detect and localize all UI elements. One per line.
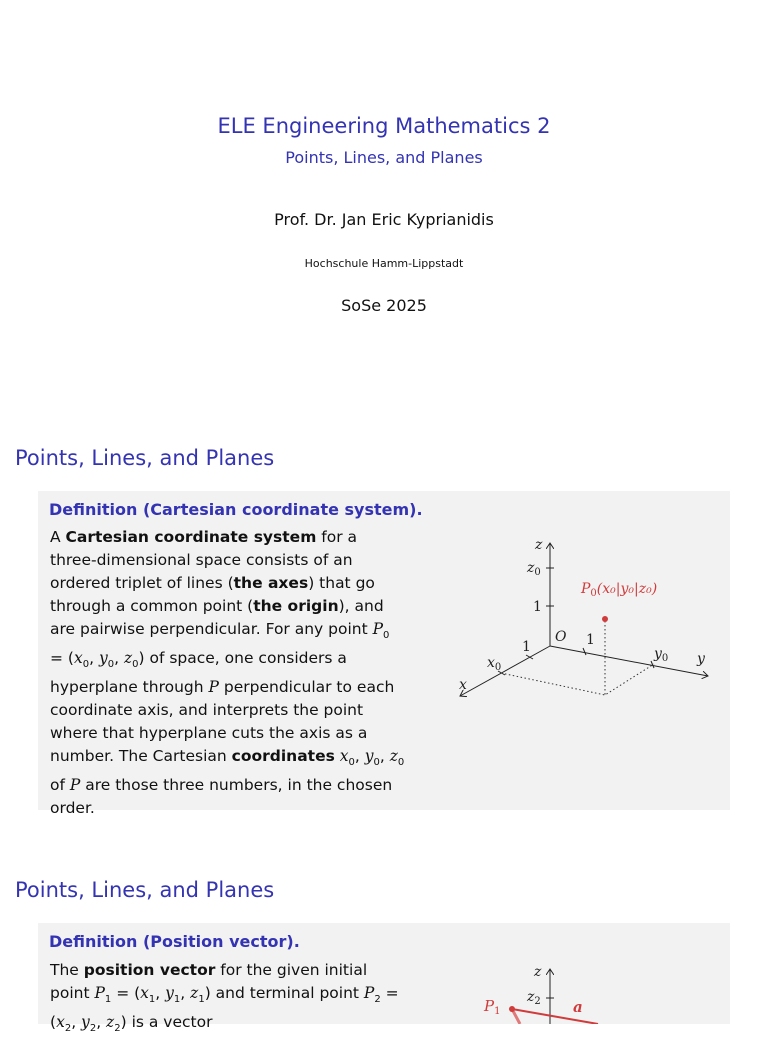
presentation-subtitle: Points, Lines, and Planes — [285, 148, 483, 167]
z-axis-label: z — [534, 964, 542, 980]
x-one-label: 1 — [522, 639, 531, 655]
position-vector-figure — [38, 923, 730, 1024]
definition-title: Definition (Cartesian coordinate system). — [49, 500, 423, 519]
projection-lines — [501, 664, 654, 695]
x0-label: $x_0$ — [487, 655, 502, 673]
z2-label: $z_2$ — [527, 989, 541, 1007]
institute-name: Hochschule Hamm-Lippstadt — [304, 257, 464, 270]
z-one-label: 1 — [533, 599, 542, 615]
point-p0-label: $P_0(x_0|y_0|z_0)$ — [581, 581, 658, 599]
vector-a — [512, 1009, 598, 1024]
y-axis — [550, 646, 708, 676]
definition-text: A Cartesian coordinate system for a three-dimensional space consists of an ordered triplet of lines (the axes) that go through a common point (the origin), and are pairwise perpendicular. For any point $P_0 = (x_0$, $y_0$, $z_0$) of space, one considers a hyperplane through P perpendicular to each coordinate axis, and interprets the point where that hyperplane cuts the axis as a number. The Cartesian coordinates $x_0$, $y_0$, $z_0$ of P are those three numbers, in the chosen order. — [50, 528, 405, 818]
point-p1-label: $P_1$ — [484, 997, 501, 1017]
y0-label: $y_0$ — [654, 646, 669, 664]
slide-2-heading: Points, Lines, and Planes — [15, 878, 275, 902]
point-p1 — [509, 1006, 515, 1012]
origin-label: O — [555, 629, 567, 645]
author-name: Prof. Dr. Jan Eric Kyprianidis — [274, 210, 494, 229]
y-axis-label: y — [697, 651, 705, 667]
x-axis — [460, 646, 550, 696]
z-axis-label: z — [535, 537, 543, 553]
x-axis-label: x — [459, 677, 467, 693]
y-one-tick — [583, 648, 586, 655]
definition-block-position-vector — [38, 923, 730, 1035]
z0-label: $z_0$ — [527, 560, 541, 578]
vector-a-label: a — [573, 998, 583, 1016]
y0-tick — [651, 661, 654, 668]
point-p0 — [602, 616, 608, 622]
definition-block-cartesian — [38, 491, 730, 818]
coordinate-system-figure — [38, 491, 730, 810]
title-slide — [0, 0, 768, 400]
semester-date: SoSe 2025 — [341, 296, 427, 315]
definition-title: Definition (Position vector). — [49, 932, 300, 951]
slide-1-heading: Points, Lines, and Planes — [15, 446, 275, 470]
definition-text: The position vector for the given initial point $P_1 = (x_1$, $y_1$, $z_1$) and terminal point $P_2 = (x_2$, $y_2$, $z_2$) is a vector — [50, 961, 399, 1035]
presentation-title: ELE Engineering Mathematics 2 — [217, 114, 551, 138]
y-one-label: 1 — [586, 632, 595, 648]
